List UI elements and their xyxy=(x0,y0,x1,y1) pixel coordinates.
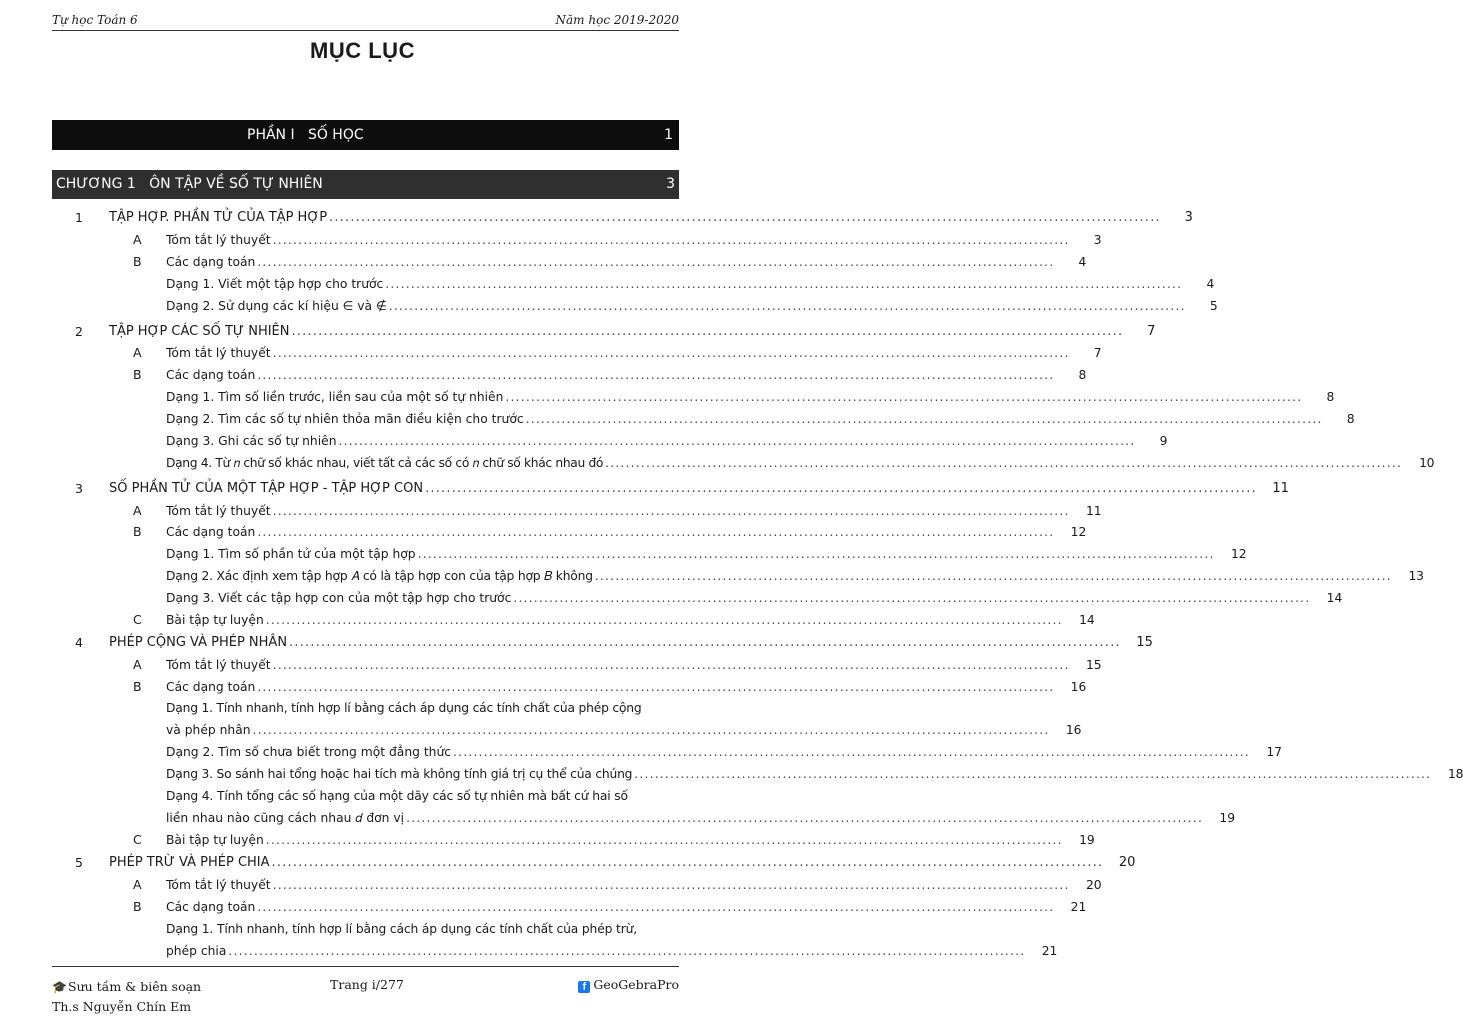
item-title-line1[interactable]: Dạng 1. Tính nhanh, tính hợp lí bằng cách áp dụng các tính chất của phép cộng xyxy=(166,701,642,715)
subsection-key: C xyxy=(133,612,142,627)
part-label: PHẦN I SỐ HỌC xyxy=(247,127,364,143)
subsection-title: Các dạng toán xyxy=(166,525,256,539)
part-page: 1 xyxy=(664,127,673,143)
subsection-title: Tóm tắt lý thuyết xyxy=(166,878,271,892)
subsection-title: Tóm tắt lý thuyết xyxy=(166,658,271,672)
item-title: Dạng 1. Tìm số phần tử của một tập hợp xyxy=(166,547,416,561)
section-page: 15 xyxy=(1136,635,1153,650)
item-title-line2: và phép nhân xyxy=(166,723,251,737)
subsection-title: Bài tập tự luyện xyxy=(166,833,264,847)
page-footer xyxy=(52,966,679,1014)
subsection-title: Các dạng toán xyxy=(166,900,256,914)
item-page: 18 xyxy=(1448,767,1463,781)
page-number: Trang i/277 xyxy=(330,977,404,992)
subsection-title: Các dạng toán xyxy=(166,368,256,382)
toc-subsection[interactable]: Các dạng toán ............................................................................................................................................................ 21 xyxy=(166,897,679,917)
section-page: 3 xyxy=(1184,210,1193,225)
toc-subsection[interactable]: Tóm tắt lý thuyết ............................................................................................................................................................ 20 xyxy=(166,875,679,895)
subsection-key: B xyxy=(133,524,142,539)
footer-right-link[interactable] xyxy=(578,977,679,993)
toc-section-5[interactable]: PHÉP TRỪ VÀ PHÉP CHIA ............................................................................................................................................................ 20 xyxy=(109,853,679,873)
toc-subsection[interactable]: Tóm tắt lý thuyết ............................................................................................................................................................ 11 xyxy=(166,501,679,521)
toc-item[interactable]: Dạng 1. Tìm số phần tử của một tập hợp ............................................................................................................................................................ 12 xyxy=(166,544,679,564)
subsection-key: A xyxy=(133,503,142,518)
subsection-key: A xyxy=(133,657,142,672)
subsection-page: 7 xyxy=(1093,346,1102,360)
section-title: TẬP HỢP. PHẦN TỬ CỦA TẬP HỢP xyxy=(109,210,328,225)
toc-item[interactable]: Dạng 3. Ghi các số tự nhiên ............................................................................................................................................................ 9 xyxy=(166,431,679,451)
footer-left1: Sưu tầm & biên soạn xyxy=(68,979,202,994)
toc-subsection[interactable]: Bài tập tự luyện ............................................................................................................................................................ 19 xyxy=(166,830,679,850)
item-title: Dạng 3. So sánh hai tổng hoặc hai tích mà không tính giá trị cụ thể của chúng xyxy=(166,767,633,781)
item-title-line1[interactable]: Dạng 1. Tính nhanh, tính hợp lí bằng cách áp dụng các tính chất của phép trừ, xyxy=(166,922,638,936)
section-page: 11 xyxy=(1272,481,1289,496)
subsection-key: B xyxy=(133,899,142,914)
subsection-key: B xyxy=(133,367,142,382)
subsection-key: A xyxy=(133,345,142,360)
footer-left2: Th.s Nguyễn Chín Em xyxy=(52,999,192,1014)
section-page: 20 xyxy=(1118,855,1136,870)
subsection-page: 11 xyxy=(1085,504,1102,518)
item-page: 9 xyxy=(1159,434,1168,448)
item-page: 19 xyxy=(1219,811,1236,825)
subsection-title: Bài tập tự luyện xyxy=(166,613,264,627)
subsection-page: 21 xyxy=(1070,900,1087,914)
toc-subsection[interactable]: Tóm tắt lý thuyết ............................................................................................................................................................ 3 xyxy=(166,230,679,250)
toc-section-3[interactable]: SỐ PHẦN TỬ CỦA MỘT TẬP HỢP - TẬP HỢP CON ............................................................................................................................................................ 11 xyxy=(109,479,679,499)
toc-item[interactable]: và phép nhân ............................................................................................................................................................ 16 xyxy=(166,720,679,740)
toc-subsection[interactable]: Bài tập tự luyện ............................................................................................................................................................ 14 xyxy=(166,610,679,630)
item-title: Dạng 3. Viết các tập hợp con của một tập hợp cho trước xyxy=(166,591,512,605)
subsection-page: 12 xyxy=(1070,525,1087,539)
toc-section-1[interactable]: TẬP HỢP. PHẦN TỬ CỦA TẬP HỢP ............................................................................................................................................................ 3 xyxy=(109,208,679,228)
subsection-title: Các dạng toán xyxy=(166,680,256,694)
item-page: 12 xyxy=(1230,547,1247,561)
subsection-page: 19 xyxy=(1079,833,1095,847)
toc-item[interactable]: phép chia ............................................................................................................................................................ 21 xyxy=(166,941,679,961)
section-title: TẬP HỢP CÁC SỐ TỰ NHIÊN xyxy=(109,324,290,339)
item-page: 17 xyxy=(1266,745,1282,759)
subsection-title: Tóm tắt lý thuyết xyxy=(166,504,271,518)
chapter-label: CHƯƠNG 1 ÔN TẬP VỀ SỐ TỰ NHIÊN xyxy=(56,176,323,192)
subsection-page: 8 xyxy=(1078,368,1087,382)
section-number: 5 xyxy=(75,855,83,870)
subsection-page: 4 xyxy=(1078,255,1087,269)
toc-section-4[interactable]: PHÉP CỘNG VÀ PHÉP NHÂN ............................................................................................................................................................ 15 xyxy=(109,633,679,653)
item-page: 13 xyxy=(1408,569,1424,583)
toc-item[interactable]: Dạng 1. Viết một tập hợp cho trước ............................................................................................................................................................ 4 xyxy=(166,274,679,294)
section-title: PHÉP TRỪ VÀ PHÉP CHIA xyxy=(109,855,270,870)
toc-section-2[interactable]: TẬP HỢP CÁC SỐ TỰ NHIÊN ............................................................................................................................................................ 7 xyxy=(109,322,679,342)
subsection-key: B xyxy=(133,254,142,269)
chapter-page: 3 xyxy=(666,176,675,192)
item-page: 8 xyxy=(1326,390,1335,404)
footer-right: GeoGebraPro xyxy=(593,977,679,992)
header-right: Năm học 2019-2020 xyxy=(555,13,679,27)
toc-item[interactable]: Dạng 2. Sử dụng các kí hiệu ∈ và ∉ ............................................................................................................................................................ 5 xyxy=(166,296,679,316)
toc-item[interactable]: Dạng 2. Tìm các số tự nhiên thỏa mãn điều kiện cho trước ............................................................................................................................................................ 8 xyxy=(166,409,679,429)
subsection-key: A xyxy=(133,232,142,247)
section-number: 3 xyxy=(75,481,83,496)
subsection-page: 20 xyxy=(1085,878,1102,892)
item-page: 21 xyxy=(1041,944,1058,958)
subsection-page: 14 xyxy=(1079,613,1095,627)
subsection-key: B xyxy=(133,679,142,694)
page-header xyxy=(52,10,679,31)
header-left: Tự học Toán 6 xyxy=(52,13,138,27)
item-page: 5 xyxy=(1209,299,1218,313)
item-title-line2: liền nhau nào cũng cách nhau 𝑑 đơn vị xyxy=(166,811,405,825)
footer-author xyxy=(52,977,201,1016)
toc-subsection[interactable]: Các dạng toán ............................................................................................................................................................ 12 xyxy=(166,522,679,542)
toc-subsection[interactable]: Các dạng toán ............................................................................................................................................................ 4 xyxy=(166,252,679,272)
item-title: Dạng 3. Ghi các số tự nhiên xyxy=(166,434,337,448)
subsection-page: 15 xyxy=(1085,658,1102,672)
item-page: 10 xyxy=(1419,456,1435,470)
subsection-key: C xyxy=(133,832,142,847)
toc-part[interactable] xyxy=(52,120,679,150)
toc-subsection[interactable]: Các dạng toán ............................................................................................................................................................ 16 xyxy=(166,677,679,697)
item-title: Dạng 2. Sử dụng các kí hiệu ∈ và ∉ xyxy=(166,299,387,313)
graduation-cap-icon: 🎓 xyxy=(52,980,67,994)
facebook-icon: f xyxy=(578,981,590,993)
item-page: 4 xyxy=(1206,277,1215,291)
section-number: 2 xyxy=(75,324,83,339)
toc-item[interactable]: liền nhau nào cũng cách nhau 𝑑 đơn vị ............................................................................................................................................................ 19 xyxy=(166,808,679,828)
toc-chapter[interactable] xyxy=(52,170,679,199)
section-page: 7 xyxy=(1147,324,1156,339)
item-title: Dạng 2. Xác định xem tập hợp 𝐴 có là tập hợp con của tập hợp 𝐵 không xyxy=(166,569,593,583)
toc-subsection[interactable]: Các dạng toán ............................................................................................................................................................ 8 xyxy=(166,365,679,385)
subsection-title: Tóm tắt lý thuyết xyxy=(166,233,271,247)
section-number: 1 xyxy=(75,210,83,225)
subsection-page: 3 xyxy=(1093,233,1102,247)
page-title: MỤC LỤC xyxy=(310,38,415,63)
toc-item[interactable]: Dạng 2. Xác định xem tập hợp 𝐴 có là tập hợp con của tập hợp 𝐵 không ............................................................................................................................................................ 13 xyxy=(166,566,679,586)
section-title: PHÉP CỘNG VÀ PHÉP NHÂN xyxy=(109,635,288,650)
toc-subsection[interactable]: Tóm tắt lý thuyết ............................................................................................................................................................ 7 xyxy=(166,343,679,363)
item-page: 16 xyxy=(1065,723,1082,737)
toc-item[interactable]: Dạng 4. Từ 𝑛 chữ số khác nhau, viết tất cả các số có 𝑛 chữ số khác nhau đó ............................................................................................................................................................ 10 xyxy=(166,453,679,473)
subsection-title: Tóm tắt lý thuyết xyxy=(166,346,271,360)
toc-subsection[interactable]: Tóm tắt lý thuyết ............................................................................................................................................................ 15 xyxy=(166,655,679,675)
subsection-title: Các dạng toán xyxy=(166,255,256,269)
item-title: Dạng 2. Tìm các số tự nhiên thỏa mãn điều kiện cho trước xyxy=(166,412,524,426)
item-title: Dạng 1. Tìm số liền trước, liền sau của một số tự nhiên xyxy=(166,390,504,404)
item-title-line2: phép chia xyxy=(166,944,227,958)
section-title: SỐ PHẦN TỬ CỦA MỘT TẬP HỢP - TẬP HỢP CON xyxy=(109,481,424,496)
item-page: 8 xyxy=(1346,412,1355,426)
item-page: 14 xyxy=(1326,591,1343,605)
toc-item[interactable]: Dạng 3. Viết các tập hợp con của một tập hợp cho trước ............................................................................................................................................................ 14 xyxy=(166,588,679,608)
item-title: Dạng 1. Viết một tập hợp cho trước xyxy=(166,277,384,291)
subsection-page: 16 xyxy=(1070,680,1087,694)
toc-item[interactable]: Dạng 1. Tìm số liền trước, liền sau của một số tự nhiên ............................................................................................................................................................ 8 xyxy=(166,387,679,407)
toc-item[interactable]: Dạng 2. Tìm số chưa biết trong một đẳng thức ............................................................................................................................................................ 17 xyxy=(166,742,679,762)
item-title: Dạng 2. Tìm số chưa biết trong một đẳng thức xyxy=(166,745,452,759)
item-title-line1[interactable]: Dạng 4. Tính tổng các số hạng của một dãy các số tự nhiên mà bất cứ hai số xyxy=(166,789,628,803)
section-number: 4 xyxy=(75,635,83,650)
subsection-key: A xyxy=(133,877,142,892)
item-title: Dạng 4. Từ 𝑛 chữ số khác nhau, viết tất cả các số có 𝑛 chữ số khác nhau đó xyxy=(166,456,604,470)
toc-item[interactable]: Dạng 3. So sánh hai tổng hoặc hai tích mà không tính giá trị cụ thể của chúng ............................................................................................................................................................ 18 xyxy=(166,764,679,784)
